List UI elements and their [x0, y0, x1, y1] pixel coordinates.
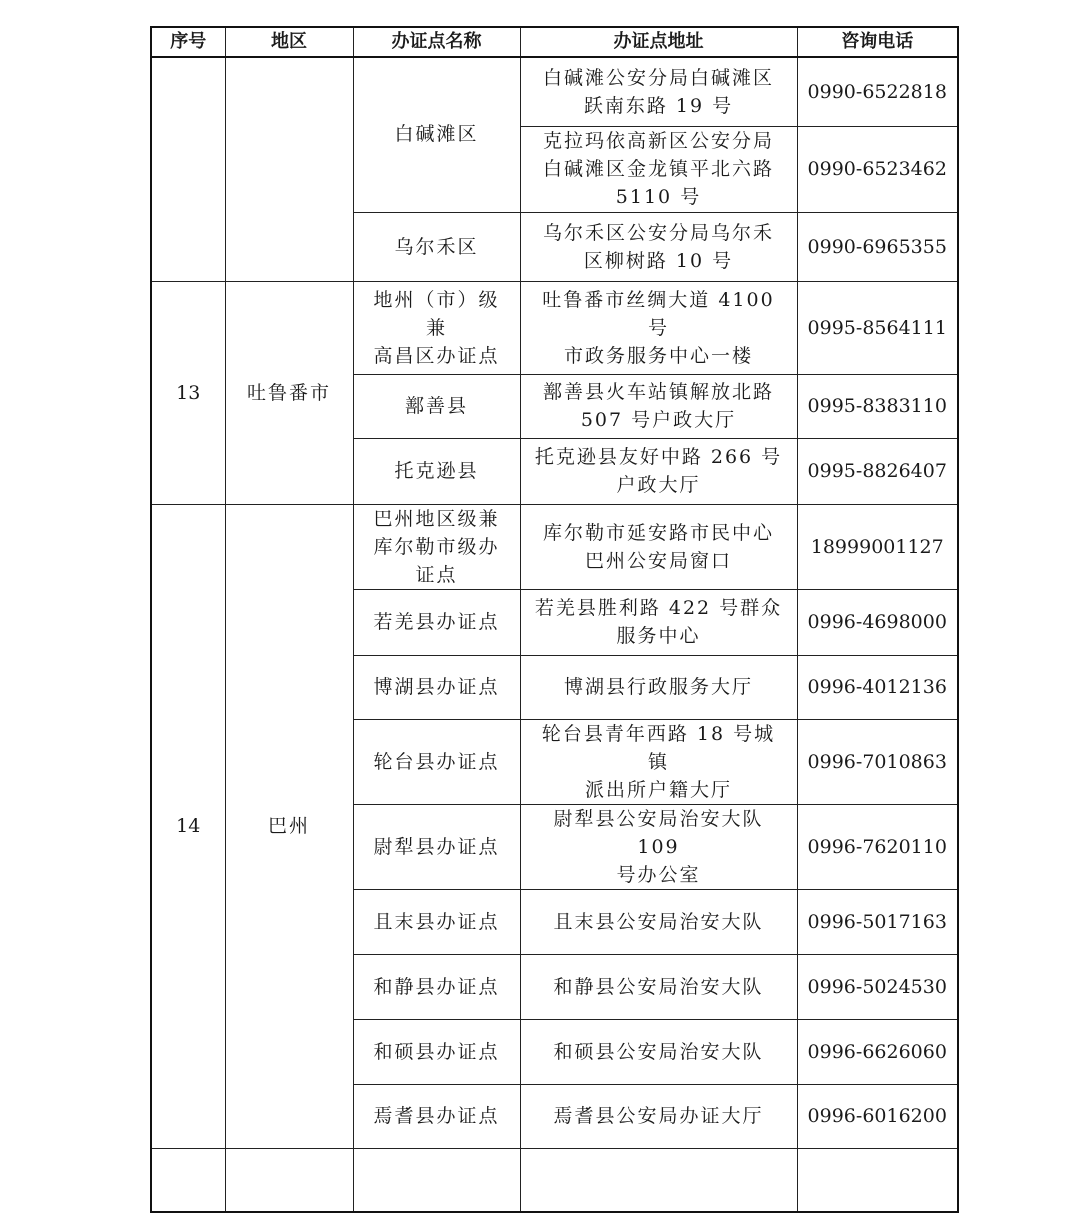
- phone-cell: 0996-7620110: [797, 804, 958, 889]
- table-row: [151, 57, 958, 126]
- table-row: [151, 504, 958, 589]
- phone-cell: 0996-6626060: [797, 1019, 958, 1084]
- address-cell: 白碱滩公安分局白碱滩区 跃南东路 19 号: [520, 57, 797, 126]
- index-cell: 14: [151, 504, 225, 1148]
- address-cell: 焉耆县公安局办证大厅: [520, 1084, 797, 1148]
- site-name-cell: 托克逊县: [353, 438, 520, 504]
- site-name-cell: 轮台县办证点: [353, 719, 520, 804]
- phone-cell: 0995-8826407: [797, 438, 958, 504]
- empty-cell: [520, 1148, 797, 1212]
- region-cell: 巴州: [225, 504, 353, 1148]
- address-cell: 库尔勒市延安路市民中心 巴州公安局窗口: [520, 504, 797, 589]
- empty-cell: [151, 1148, 225, 1212]
- site-name-cell: 和硕县办证点: [353, 1019, 520, 1084]
- site-name-cell: 乌尔禾区: [353, 212, 520, 281]
- address-cell: 和静县公安局治安大队: [520, 954, 797, 1019]
- phone-cell: 0996-4012136: [797, 655, 958, 719]
- address-cell: 博湖县行政服务大厅: [520, 655, 797, 719]
- site-name-cell: 尉犁县办证点: [353, 804, 520, 889]
- empty-cell: [353, 1148, 520, 1212]
- address-cell: 乌尔禾区公安分局乌尔禾 区柳树路 10 号: [520, 212, 797, 281]
- phone-cell: 0996-6016200: [797, 1084, 958, 1148]
- phone-cell: 0996-5024530: [797, 954, 958, 1019]
- address-cell: 托克逊县友好中路 266 号 户政大厅: [520, 438, 797, 504]
- region-cell: 吐鲁番市: [225, 281, 353, 504]
- site-name-cell: 白碱滩区: [353, 57, 520, 212]
- index-cell: 13: [151, 281, 225, 504]
- header-region: 地区: [225, 27, 353, 57]
- header-index: 序号: [151, 27, 225, 57]
- header-phone: 咨询电话: [797, 27, 958, 57]
- empty-cell: [797, 1148, 958, 1212]
- phone-cell: 0996-4698000: [797, 589, 958, 655]
- phone-cell: 0996-7010863: [797, 719, 958, 804]
- address-cell: 轮台县青年西路 18 号城镇 派出所户籍大厅: [520, 719, 797, 804]
- empty-table-row: [151, 1148, 958, 1212]
- table-header-row: [151, 27, 958, 57]
- service-points-table: [150, 26, 959, 1213]
- site-name-cell: 焉耆县办证点: [353, 1084, 520, 1148]
- header-address: 办证点地址: [520, 27, 797, 57]
- site-name-cell: 博湖县办证点: [353, 655, 520, 719]
- phone-cell: 0990-6522818: [797, 57, 958, 126]
- table-row: [151, 281, 958, 374]
- site-name-cell: 鄯善县: [353, 374, 520, 438]
- region-cell: [225, 57, 353, 281]
- phone-cell: 0996-5017163: [797, 889, 958, 954]
- address-cell: 若羌县胜利路 422 号群众 服务中心: [520, 589, 797, 655]
- address-cell: 和硕县公安局治安大队: [520, 1019, 797, 1084]
- address-cell: 吐鲁番市丝绸大道 4100 号 市政务服务中心一楼: [520, 281, 797, 374]
- phone-cell: 0995-8383110: [797, 374, 958, 438]
- site-name-cell: 和静县办证点: [353, 954, 520, 1019]
- site-name-cell: 若羌县办证点: [353, 589, 520, 655]
- address-cell: 尉犁县公安局治安大队 109 号办公室: [520, 804, 797, 889]
- phone-cell: 0990-6965355: [797, 212, 958, 281]
- phone-cell: 0995-8564111: [797, 281, 958, 374]
- phone-cell: 0990-6523462: [797, 126, 958, 212]
- address-cell: 且末县公安局治安大队: [520, 889, 797, 954]
- site-name-cell: 巴州地区级兼 库尔勒市级办 证点: [353, 504, 520, 589]
- index-cell: [151, 57, 225, 281]
- site-name-cell: 且末县办证点: [353, 889, 520, 954]
- site-name-cell: 地州（市）级兼 高昌区办证点: [353, 281, 520, 374]
- address-cell: 克拉玛依高新区公安分局 白碱滩区金龙镇平北六路 5110 号: [520, 126, 797, 212]
- header-site-name: 办证点名称: [353, 27, 520, 57]
- phone-cell: 18999001127: [797, 504, 958, 589]
- empty-cell: [225, 1148, 353, 1212]
- address-cell: 鄯善县火车站镇解放北路 507 号户政大厅: [520, 374, 797, 438]
